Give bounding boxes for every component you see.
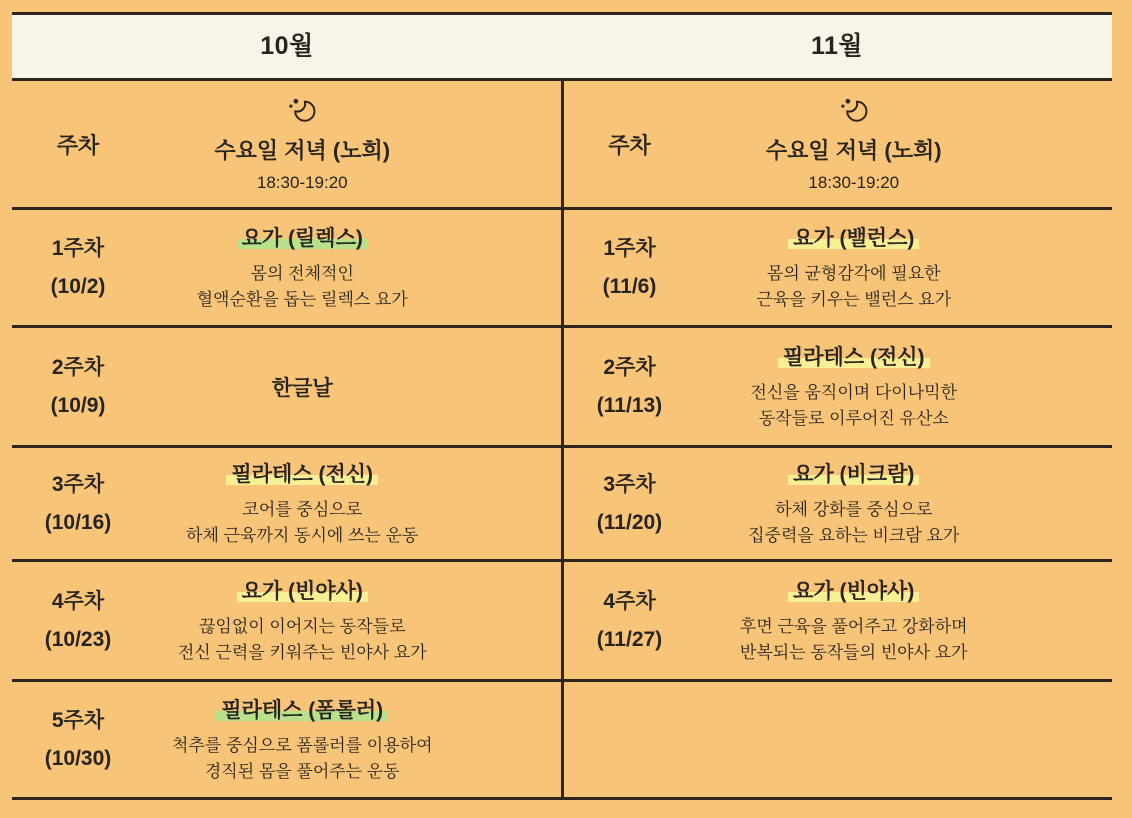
schedule-board — [12, 12, 1112, 800]
class-title — [788, 458, 919, 488]
schedule-row — [12, 682, 561, 800]
class-header-cell — [696, 81, 1113, 207]
class-cell — [144, 448, 561, 559]
week-label: 5주차 — [51, 708, 105, 732]
schedule-row — [564, 562, 1113, 682]
week-cell — [564, 328, 696, 445]
week-date: (11/20) — [596, 510, 663, 534]
class-title-text: 한글날 — [271, 376, 333, 400]
class-title-text: 필라테스 (전신) — [226, 463, 378, 486]
class-cell — [696, 562, 1113, 679]
month-title-october: 10월 — [260, 32, 314, 60]
class-time: 18:30-19:20 — [808, 172, 900, 192]
class-title — [788, 575, 919, 605]
class-desc-line2: 동작들로 이루어진 유산소 — [758, 409, 949, 428]
week-cell — [564, 210, 696, 325]
class-title-text: 요가 (빈야사) — [237, 580, 368, 603]
week-cell — [564, 682, 696, 797]
class-desc-line1: 척추를 중심으로 폼롤러를 이용하여 — [172, 735, 433, 755]
class-title-text: 요가 (비크람) — [788, 463, 919, 486]
week-label: 4주차 — [603, 589, 656, 613]
week-label: 3주차 — [51, 472, 105, 496]
class-cell — [696, 328, 1113, 445]
week-cell — [12, 448, 144, 559]
class-header-title: 수요일 저녁 (노희) — [765, 137, 942, 163]
class-title — [216, 694, 388, 724]
week-header-cell — [564, 81, 696, 207]
week-date: (10/16) — [44, 510, 112, 534]
week-cell — [12, 328, 144, 445]
class-desc-line1: 전신을 움직이며 다이나믹한 — [750, 382, 957, 402]
week-header-cell — [12, 81, 144, 207]
schedule-row — [564, 210, 1113, 328]
month-column-november — [561, 81, 1113, 800]
class-title-text: 필라테스 (전신) — [778, 346, 930, 369]
month-title-november: 11월 — [810, 32, 864, 60]
column-header-row — [564, 81, 1113, 210]
schedule-row — [564, 328, 1113, 448]
week-label: 1주차 — [603, 236, 656, 260]
week-date: (10/9) — [50, 393, 106, 417]
schedule-row — [12, 562, 561, 682]
week-date: (10/30) — [44, 746, 112, 770]
week-header-label: 주차 — [608, 132, 651, 158]
column-header-row — [12, 81, 561, 210]
class-title — [778, 341, 930, 371]
class-cell — [144, 328, 561, 445]
class-cell — [696, 448, 1113, 559]
class-cell — [144, 210, 561, 325]
week-date: (10/23) — [44, 627, 112, 651]
class-cell — [144, 562, 561, 679]
week-date: (11/27) — [596, 627, 663, 651]
class-desc-line1: 후면 근육을 풀어주고 강화하며 — [739, 616, 968, 636]
schedule-row — [12, 210, 561, 328]
week-date: (10/2) — [50, 274, 106, 298]
class-title — [226, 458, 378, 488]
week-header-label: 주차 — [56, 132, 100, 158]
class-title — [849, 728, 859, 752]
week-cell — [12, 682, 144, 797]
class-cell — [696, 210, 1113, 325]
schedule-row-empty — [564, 682, 1113, 800]
schedule-row — [12, 328, 561, 448]
month-column-october — [12, 81, 561, 800]
class-desc-line2: 하체 근육까지 동시에 쓰는 운동 — [186, 526, 419, 545]
week-date: (11/6) — [602, 274, 657, 298]
week-cell — [564, 562, 696, 679]
class-cell — [144, 682, 561, 797]
month-header-band — [12, 12, 1112, 81]
class-desc-line2: 전신 근력을 키워주는 빈야사 요가 — [177, 643, 427, 662]
class-header-title: 수요일 저녁 (노희) — [214, 137, 391, 163]
class-desc-line2: 반복되는 동작들의 빈야사 요가 — [739, 643, 968, 662]
class-title — [267, 372, 338, 402]
week-label: 2주차 — [51, 355, 105, 379]
class-title-text: 요가 (릴렉스) — [237, 227, 368, 250]
class-time: 18:30-19:20 — [256, 172, 348, 192]
class-desc-line2: 혈액순환을 돕는 릴렉스 요가 — [196, 290, 408, 309]
moon-stars-icon — [838, 96, 870, 126]
class-title — [237, 222, 368, 252]
week-label: 4주차 — [51, 589, 105, 613]
moon-stars-icon — [286, 96, 318, 126]
week-date: (11/13) — [596, 393, 663, 417]
class-title — [788, 222, 919, 252]
class-desc-line1: 코어를 중심으로 — [242, 499, 363, 519]
class-desc-line2: 경직된 몸을 풀어주는 운동 — [204, 762, 400, 781]
class-title-text: 요가 (빈야사) — [788, 580, 919, 603]
class-title-text: 요가 (밸런스) — [788, 227, 919, 250]
week-cell — [12, 562, 144, 679]
class-desc-line1: 몸의 균형감각에 필요한 — [766, 263, 941, 283]
week-label: 3주차 — [603, 472, 656, 496]
schedule-grid — [12, 81, 1112, 800]
week-cell — [12, 210, 144, 325]
class-cell — [696, 682, 1113, 797]
week-cell — [564, 448, 696, 559]
class-desc-line1: 몸의 전체적인 — [250, 263, 354, 283]
week-label: 2주차 — [603, 355, 656, 379]
class-desc-line1: 하체 강화를 중심으로 — [775, 499, 933, 519]
class-title-text: 필라테스 (폼롤러) — [216, 699, 388, 722]
schedule-row — [564, 448, 1113, 562]
class-desc-line1: 끊임없이 이어지는 동작들로 — [198, 616, 406, 636]
schedule-row — [12, 448, 561, 562]
class-title — [237, 575, 368, 605]
class-desc-line2: 근육을 키우는 밸런스 요가 — [756, 290, 952, 309]
class-title-text — [849, 728, 859, 751]
class-header-cell — [144, 81, 561, 207]
week-label: 1주차 — [51, 236, 105, 260]
class-desc-line2: 집중력을 요하는 비크람 요가 — [748, 526, 960, 545]
